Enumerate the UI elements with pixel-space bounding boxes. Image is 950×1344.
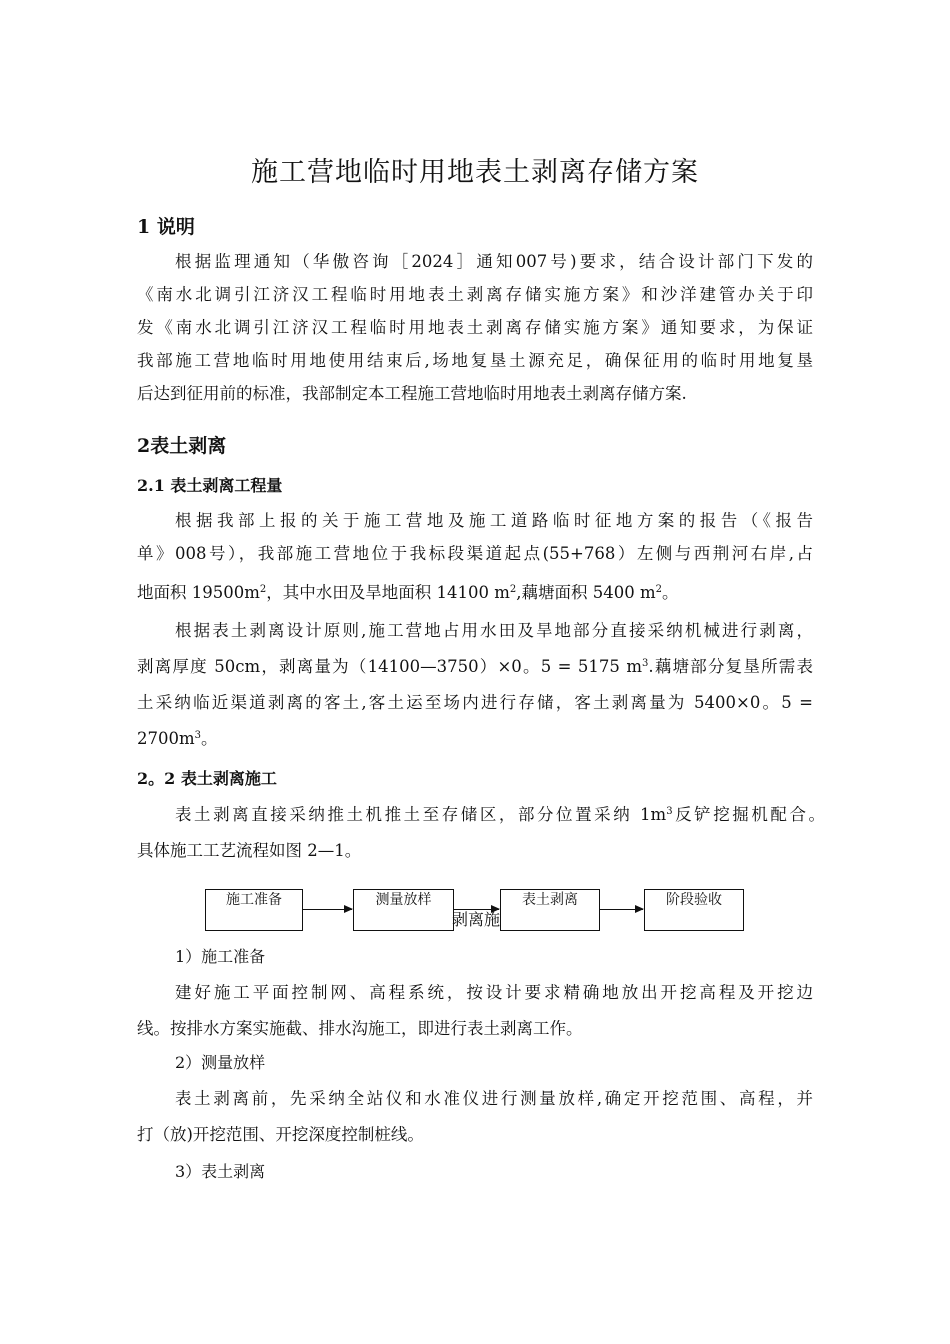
section-2-heading: 2表土剥离 [137, 435, 227, 457]
section-1-heading: 1 说明 [137, 216, 195, 238]
flow-arrow-3 [599, 909, 643, 910]
flow-step-prepare: 施工准备 [205, 889, 303, 931]
paragraph-line: 《南水北调引江济汉工程临时用地表土剥离存储实施方案》和沙洋建管办关于印 [137, 285, 813, 304]
paragraph-line: 表土剥离前，先采纳全站仪和水准仪进行测量放样,确定开挖范围、高程，并 [175, 1089, 813, 1108]
flow-step-acceptance: 阶段验收 [644, 889, 744, 931]
flow-overlay-text: 剥离施 [452, 910, 501, 929]
paragraph-line: 后达到征用前的标准，我部制定本工程施工营地临时用地表土剥离存储方案. [137, 384, 687, 403]
paragraph-line: 单》008号），我部施工营地位于我标段渠道起点(55+768）左侧与西荆河右岸,占 [137, 544, 813, 563]
paragraph-line: 建好施工平面控制网、高程系统，按设计要求精确地放出开挖高程及开挖边 [175, 983, 813, 1002]
paragraph-line: $2700m^3$。 [137, 729, 218, 748]
paragraph-line: 表土剥离直接采纳推土机推土至存储区，部分位置采纳 $1m^3$反铲挖掘机配合。 [175, 805, 825, 824]
page-title: 施工营地临时用地表土剥离存储方案 [251, 157, 699, 188]
flow-arrow-1 [302, 909, 352, 910]
flow-step-stripping: 表土剥离 [500, 889, 600, 931]
step-3-title: 3）表土剥离 [175, 1162, 266, 1181]
paragraph-line: 土采纳临近渠道剥离的客土,客土运至场内进行存储，客土剥离量为 5400×0。5 = [137, 693, 813, 712]
section-2-1-heading: 2.1 表土剥离工程量 [137, 476, 283, 495]
paragraph-line: 线。按排水方案实施截、排水沟施工，即进行表土剥离工作。 [137, 1019, 583, 1038]
paragraph-line: 我部施工营地临时用地使用结束后,场地复垦土源充足，确保征用的临时用地复垦 [137, 351, 813, 370]
flow-step-survey: 测量放样 [353, 889, 454, 931]
paragraph-line: 具体施工工艺流程如图 2—1。 [137, 841, 362, 860]
paragraph-line: 根据监理通知（华傲咨询［2024］通知007号)要求，结合设计部门下发的 [175, 252, 813, 271]
step-1-title: 1）施工准备 [175, 947, 266, 966]
section-2-2-heading: 2。2 表土剥离施工 [137, 769, 277, 788]
paragraph-line: 根据我部上报的关于施工营地及施工道路临时征地方案的报告（《报告 [175, 511, 813, 530]
paragraph-line: 发《南水北调引江济汉工程临时用地表土剥离存储实施方案》通知要求，为保证 [137, 318, 813, 337]
paragraph-line: 地面积 $19500m^2$，其中水田及旱地面积 14100 $m^2$,藕塘面积 5400 $m^2$。 [137, 583, 679, 602]
flow-arrow-2 [453, 909, 499, 910]
paragraph-line: 剥离厚度 50cm，剥离量为（14100—3750）×0。5 = 5175 $m^3$.藕塘部分复垦所需表 [137, 657, 813, 676]
step-2-title: 2）测量放样 [175, 1053, 266, 1072]
paragraph-line: 根据表土剥离设计原则,施工营地占用水田及旱地部分直接采纳机械进行剥离， [175, 621, 813, 640]
paragraph-line: 打（放)开挖范围、开挖深度控制桩线。 [137, 1125, 424, 1144]
